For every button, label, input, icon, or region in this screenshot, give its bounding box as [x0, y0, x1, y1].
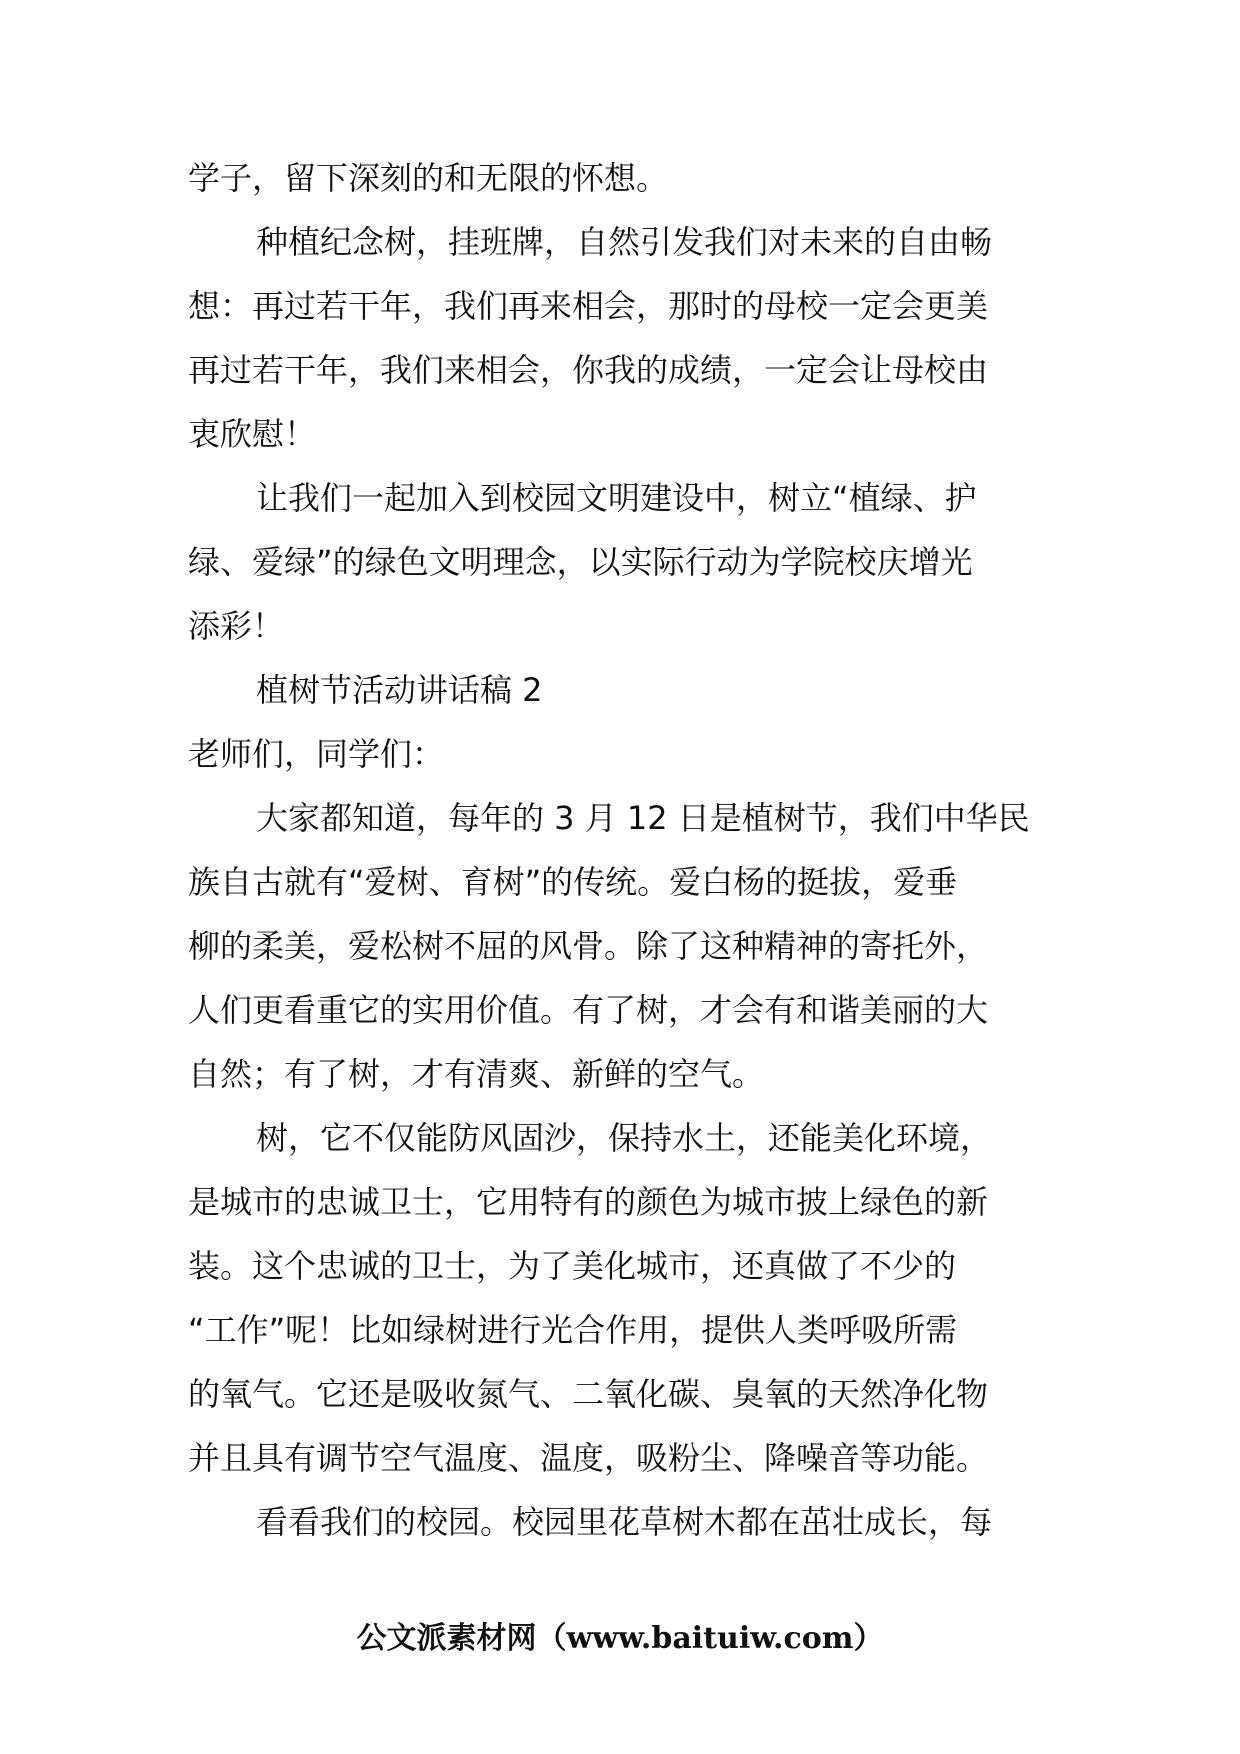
footer-watermark-text: 公文派素材网（www.baituiw.com）: [356, 1621, 884, 1656]
text-line: 的氧气。它还是吸收氮气、二氧化碳、臭氧的天然净化物: [188, 1375, 989, 1413]
text-line: 树，它不仅能防风固沙，保持水土，还能美化环境，: [256, 1119, 993, 1157]
text-line: 人们更看重它的实用价值。有了树，才会有和谐美丽的大: [188, 991, 989, 1029]
text-line: 绿、爱绿”的绿色文明理念，以实际行动为学院校庆增光: [188, 543, 973, 581]
text-line: 自然；有了树，才有清爽、新鲜的空气。: [188, 1055, 765, 1093]
section-heading: 植树节活动讲话稿 2: [256, 671, 543, 709]
text-line: 看看我们的校园。校园里花草树木都在茁壮成长，每: [256, 1503, 993, 1541]
text-line: 种植纪念树，挂班牌，自然引发我们对未来的自由畅: [256, 223, 993, 261]
text-line: 添彩！: [188, 607, 285, 645]
text-line: 再过若干年，我们来相会，你我的成绩，一定会让母校由: [188, 351, 989, 389]
text-line: 学子，留下深刻的和无限的怀想。: [188, 159, 669, 197]
text-line: 族自古就有“爱树、育树”的传统。爱白杨的挺拔，爱垂: [188, 863, 958, 901]
text-line: 衷欣慰！: [188, 415, 317, 453]
text-line: 柳的柔美，爱松树不屈的风骨。除了这种精神的寄托外，: [188, 927, 989, 965]
text-line: 是城市的忠诚卫士，它用特有的颜色为城市披上绿色的新: [188, 1183, 989, 1221]
text-line: 装。这个忠诚的卫士，为了美化城市，还真做了不少的: [188, 1247, 957, 1285]
salutation: 老师们，同学们：: [188, 735, 445, 773]
text-line: 大家都知道，每年的 3 月 12 日是植树节，我们中华民: [256, 799, 1030, 837]
text-line: 想：再过若干年，我们再来相会，那时的母校一定会更美: [188, 287, 989, 325]
text-line: 让我们一起加入到校园文明建设中，树立“植绿、护: [256, 479, 977, 517]
text-line: 并且具有调节空气温度、温度，吸粉尘、降噪音等功能。: [188, 1439, 989, 1477]
text-line: “工作”呢！比如绿树进行光合作用，提供人类呼吸所需: [188, 1311, 958, 1349]
